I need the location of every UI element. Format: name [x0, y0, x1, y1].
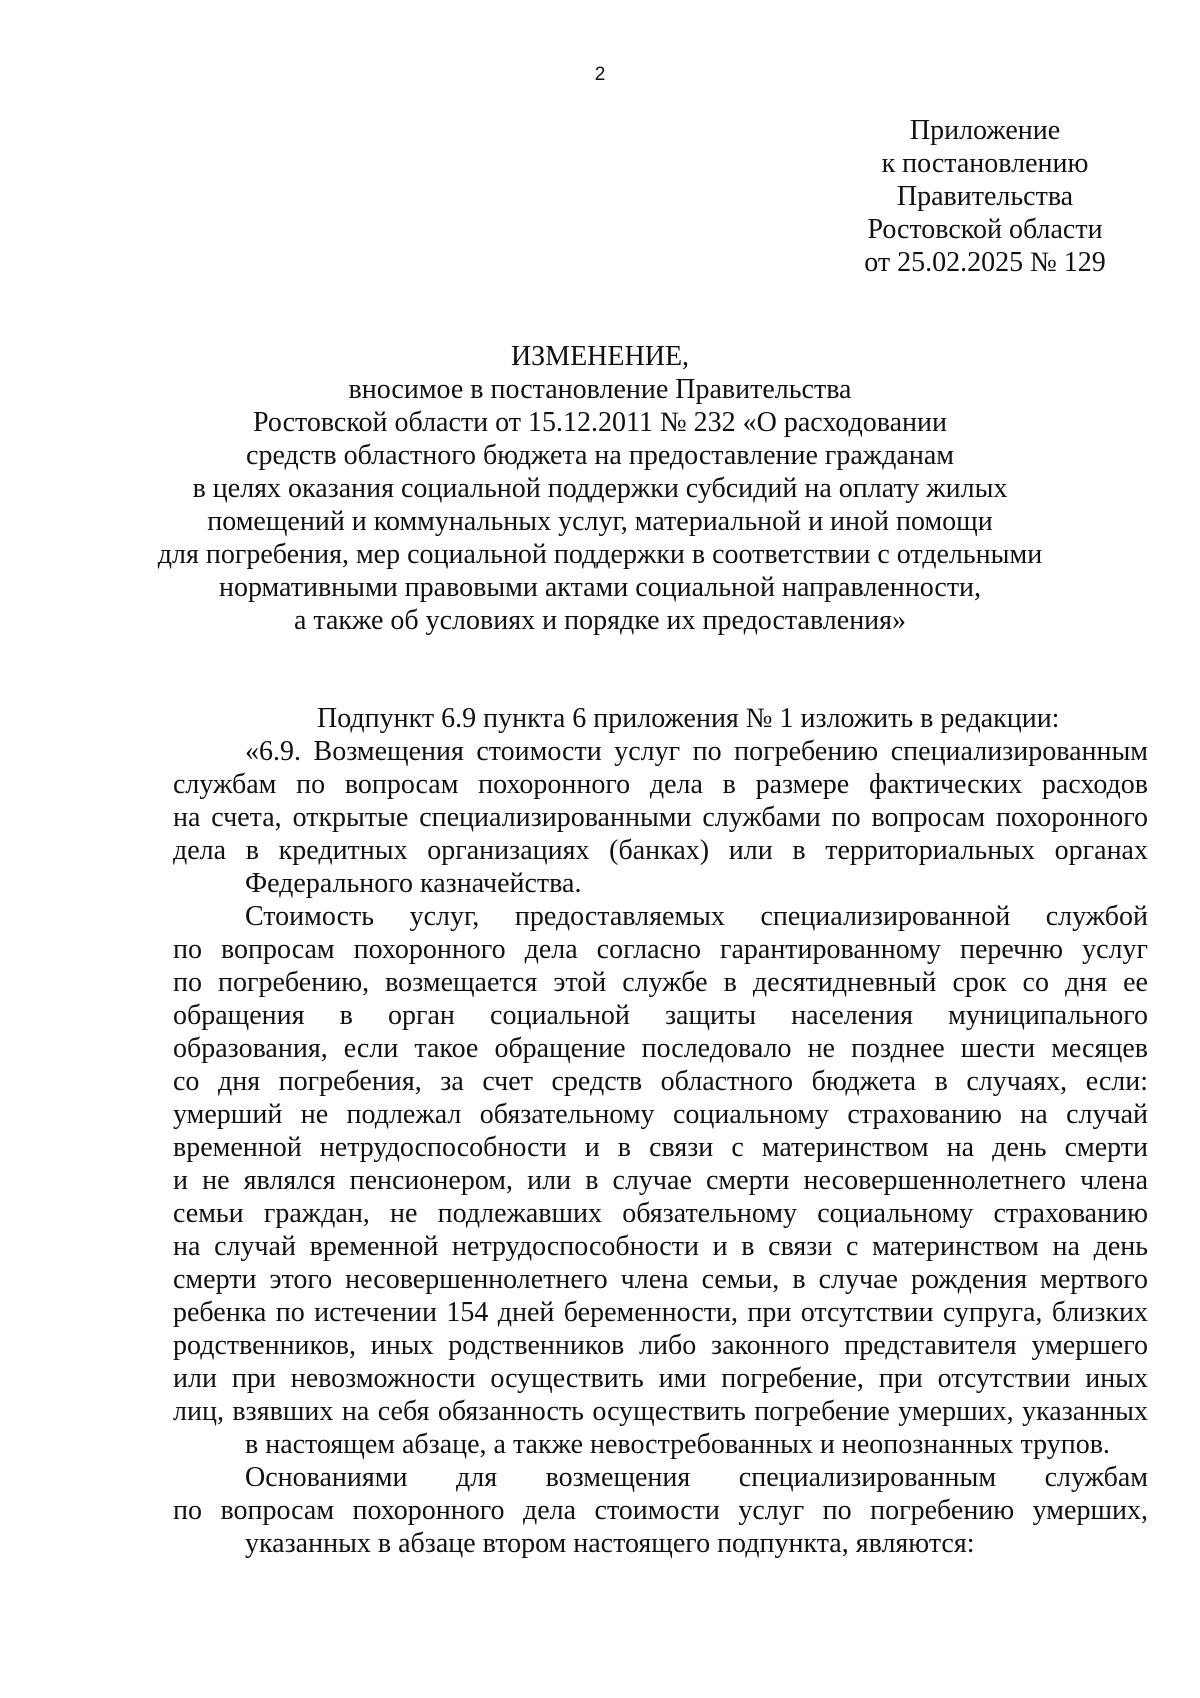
text-line: Стоимость услуг, предоставляемых специализированной службой — [245, 901, 1148, 932]
text-line: родственников, иных родственников либо законного представителя умершего — [173, 1330, 1148, 1361]
appendix-block — [820, 114, 1150, 279]
paragraph — [173, 735, 1148, 900]
paragraph — [173, 702, 1148, 735]
text-line: указанных в абзаце втором настоящего подпункта, являются: — [245, 1528, 975, 1559]
text-line: Основаниями для возмещения специализированным службам — [245, 1462, 1148, 1493]
text-line: Федерального казначейства. — [245, 868, 582, 899]
heading-line: нормативными правовыми актами социальной направленности, — [218, 572, 982, 603]
paragraph — [173, 1461, 1148, 1560]
heading-line: средств областного бюджета на предоставление гражданам — [246, 440, 954, 471]
text-line: службам по вопросам похоронного дела в размере фактических расходов — [173, 769, 1148, 800]
text-line: образования, если такое обращение последовало не позднее шести месяцев — [173, 1033, 1148, 1064]
text-line: умерший не подлежал обязательному социальному страхованию на случай — [173, 1099, 1148, 1130]
text-line: временной нетрудоспособности и в связи с материнством на день смерти — [173, 1132, 1148, 1163]
text-line: по вопросам похоронного дела стоимости услуг по погребению умерших, — [173, 1495, 1148, 1526]
appendix-line: от 25.02.2025 № 129 — [864, 247, 1106, 278]
text-line: лиц, взявших на себя обязанность осуществить погребение умерших, указанных — [173, 1396, 1148, 1427]
text-line: или при невозможности осуществить ими погребение, при отсутствии иных — [173, 1363, 1148, 1394]
text-line: смерти этого несовершеннолетнего члена семьи, в случае рождения мертвого — [173, 1264, 1148, 1295]
text-line: на счета, открытые специализированными службами по вопросам похоронного — [173, 802, 1148, 833]
document-heading — [150, 340, 1050, 637]
text-line: со дня погребения, за счет средств областного бюджета в случаях, если: — [173, 1066, 1148, 1097]
heading-title: ИЗМЕНЕНИЕ, — [510, 341, 690, 372]
text-line: Подпункт 6.9 пункта 6 приложения № 1 изложить в редакции: — [317, 703, 1060, 734]
text-line: по вопросам похоронного дела согласно гарантированному перечню услуг — [173, 934, 1148, 965]
text-line: «6.9. Возмещения стоимости услуг по погребению специализированным — [245, 736, 1148, 767]
text-line: на случай временной нетрудоспособности и в связи с материнством на день — [173, 1231, 1148, 1262]
appendix-line: Приложение — [909, 115, 1061, 146]
page-number: 2 — [594, 64, 606, 85]
heading-line: для погребения, мер социальной поддержки в соответствии с отдельными — [157, 539, 1043, 570]
text-line: по погребению, возмещается этой службе в десятидневный срок со дня ее — [173, 967, 1148, 998]
appendix-line: Ростовской области — [867, 214, 1103, 245]
heading-line: Ростовской области от 15.12.2011 № 232 «О расходовании — [253, 407, 947, 438]
text-line: обращения в орган социальной защиты населения муниципального — [173, 1000, 1148, 1031]
appendix-line: Правительства — [896, 181, 1074, 212]
document-body — [173, 702, 1148, 1560]
text-line: в настоящем абзаце, а также невостребованных и неопознанных трупов. — [245, 1429, 1110, 1460]
text-line: и не являлся пенсионером, или в случае смерти несовершеннолетнего члена — [173, 1165, 1148, 1196]
heading-line: вносимое в постановление Правительства — [348, 374, 852, 405]
appendix-line: к постановлению — [881, 148, 1089, 179]
paragraph — [173, 900, 1148, 1461]
text-line: дела в кредитных организациях (банках) или в территориальных органах — [173, 835, 1148, 866]
heading-line: а также об условиях и порядке их предоставления» — [293, 605, 907, 636]
text-line: ребенка по истечении 154 дней беременности, при отсутствии супруга, близких — [173, 1297, 1148, 1328]
heading-line: помещений и коммунальных услуг, материальной и иной помощи — [207, 506, 993, 537]
heading-line: в целях оказания социальной поддержки субсидий на оплату жилых — [192, 473, 1008, 504]
text-line: семьи граждан, не подлежавших обязательному социальному страхованию — [173, 1198, 1148, 1229]
